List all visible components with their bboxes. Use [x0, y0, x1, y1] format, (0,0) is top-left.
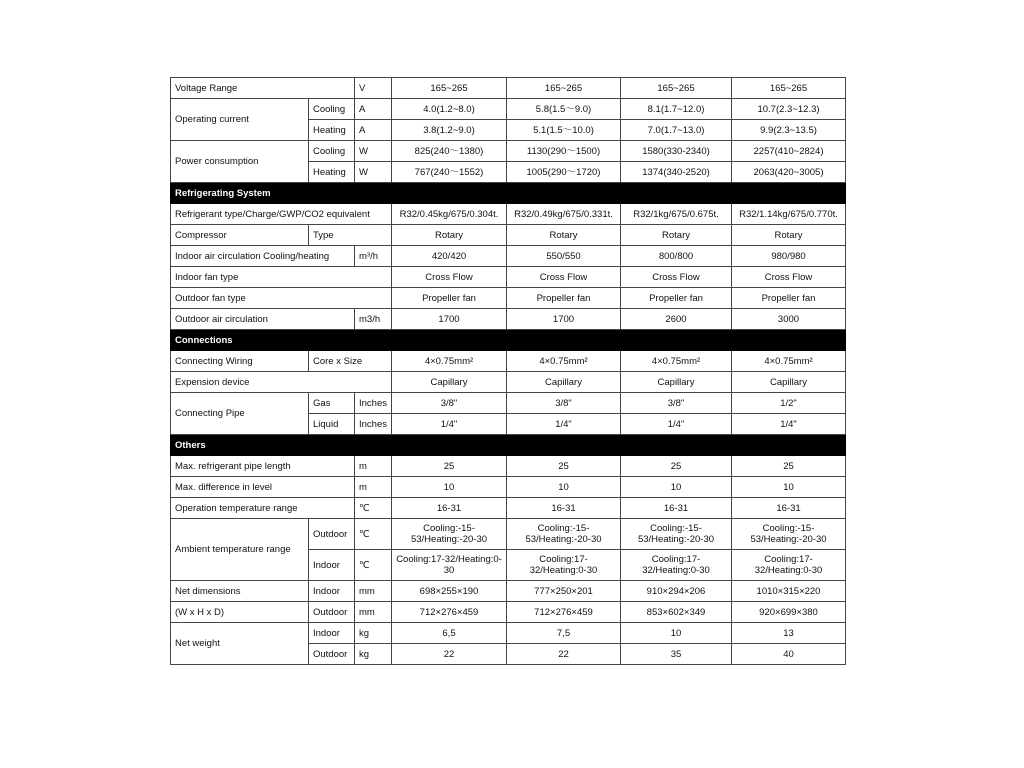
row-label-cell: Indoor fan type	[171, 267, 392, 288]
value-cell: 25	[732, 456, 846, 477]
section-title: Connections	[171, 330, 392, 351]
value-cell: 3/8"	[621, 393, 732, 414]
row-label-cell: Heating	[309, 120, 355, 141]
value-cell: R32/0.45kg/675/0.304t.	[392, 204, 507, 225]
value-cell: Cross Flow	[621, 267, 732, 288]
table-row	[171, 581, 846, 602]
row-label-cell: Operation temperature range	[171, 498, 355, 519]
table-row	[171, 267, 846, 288]
value-cell: 910×294×206	[621, 581, 732, 602]
value-cell: 5.1(1.5～10.0)	[507, 120, 621, 141]
row-label-cell: Operating current	[171, 99, 309, 141]
table-row	[171, 456, 846, 477]
value-cell: 8.1(1.7~12.0)	[621, 99, 732, 120]
row-label-cell: Expension device	[171, 372, 392, 393]
value-cell: 4.0(1.2~8.0)	[392, 99, 507, 120]
value-cell: 9.9(2.3~13.5)	[732, 120, 846, 141]
value-cell: 16-31	[732, 498, 846, 519]
row-label-cell: Voltage Range	[171, 78, 355, 99]
value-cell: Cooling:17-32/Heating:0-30	[392, 550, 507, 581]
value-cell: 10	[392, 477, 507, 498]
table-row	[171, 393, 846, 414]
section-title: Others	[171, 435, 392, 456]
section-fill-cell	[392, 183, 507, 204]
row-label-cell: Indoor air circulation Cooling/heating	[171, 246, 355, 267]
value-cell: Propeller fan	[392, 288, 507, 309]
value-cell: 4×0.75mm²	[732, 351, 846, 372]
value-cell: 1580(330-2340)	[621, 141, 732, 162]
section-fill-cell	[621, 330, 732, 351]
table-row	[171, 141, 846, 162]
value-cell: 920×699×380	[732, 602, 846, 623]
row-label-cell: Outdoor fan type	[171, 288, 392, 309]
value-cell: 25	[621, 456, 732, 477]
value-cell: 1/2"	[732, 393, 846, 414]
value-cell: 10	[621, 623, 732, 644]
section-fill-cell	[621, 183, 732, 204]
row-label-cell: ℃	[355, 498, 392, 519]
value-cell: Cross Flow	[392, 267, 507, 288]
value-cell: 698×255×190	[392, 581, 507, 602]
section-header-row	[171, 183, 846, 204]
section-header-row	[171, 435, 846, 456]
value-cell: 25	[507, 456, 621, 477]
row-label-cell: Indoor	[309, 581, 355, 602]
row-label-cell: A	[355, 120, 392, 141]
value-cell: 767(240～1552)	[392, 162, 507, 183]
row-label-cell: kg	[355, 644, 392, 665]
value-cell: R32/1.14kg/675/0.770t.	[732, 204, 846, 225]
value-cell: 16-31	[392, 498, 507, 519]
table-row	[171, 623, 846, 644]
row-label-cell: Max. refrigerant pipe length	[171, 456, 355, 477]
row-label-cell: Inches	[355, 414, 392, 435]
table-row	[171, 99, 846, 120]
spec-table-body	[171, 78, 846, 665]
row-label-cell: Cooling	[309, 141, 355, 162]
row-label-cell: Heating	[309, 162, 355, 183]
value-cell: 3.8(1.2~9.0)	[392, 120, 507, 141]
value-cell: 35	[621, 644, 732, 665]
row-label-cell: ℃	[355, 550, 392, 581]
row-label-cell: Inches	[355, 393, 392, 414]
table-row	[171, 288, 846, 309]
value-cell: 165~265	[507, 78, 621, 99]
row-label-cell: Refrigerant type/Charge/GWP/CO2 equivalent	[171, 204, 392, 225]
value-cell: 1374(340-2520)	[621, 162, 732, 183]
value-cell: 1/4"	[507, 414, 621, 435]
value-cell: 10	[507, 477, 621, 498]
row-label-cell: mm	[355, 581, 392, 602]
section-fill-cell	[732, 183, 846, 204]
value-cell: 980/980	[732, 246, 846, 267]
row-label-cell: Indoor	[309, 550, 355, 581]
row-label-cell: W	[355, 162, 392, 183]
value-cell: Propeller fan	[507, 288, 621, 309]
value-cell: 165~265	[392, 78, 507, 99]
table-row	[171, 225, 846, 246]
value-cell: 420/420	[392, 246, 507, 267]
row-label-cell: V	[355, 78, 392, 99]
row-label-cell: W	[355, 141, 392, 162]
row-label-cell: Power consumption	[171, 141, 309, 183]
value-cell: 4×0.75mm²	[392, 351, 507, 372]
row-label-cell: Outdoor	[309, 519, 355, 550]
value-cell: 2600	[621, 309, 732, 330]
table-row	[171, 519, 846, 550]
value-cell: 3/8"	[392, 393, 507, 414]
value-cell: 777×250×201	[507, 581, 621, 602]
section-fill-cell	[507, 183, 621, 204]
value-cell: 5.8(1.5～9.0)	[507, 99, 621, 120]
value-cell: 4×0.75mm²	[507, 351, 621, 372]
row-label-cell: Type	[309, 225, 392, 246]
table-row	[171, 351, 846, 372]
row-label-cell: Outdoor air circulation	[171, 309, 355, 330]
row-label-cell: m3/h	[355, 309, 392, 330]
value-cell: Propeller fan	[732, 288, 846, 309]
row-label-cell: kg	[355, 623, 392, 644]
value-cell: 825(240～1380)	[392, 141, 507, 162]
value-cell: Cross Flow	[507, 267, 621, 288]
value-cell: 2257(410~2824)	[732, 141, 846, 162]
row-label-cell: m	[355, 477, 392, 498]
value-cell: 25	[392, 456, 507, 477]
value-cell: R32/1kg/675/0.675t.	[621, 204, 732, 225]
value-cell: Cooling:17-32/Heating:0-30	[621, 550, 732, 581]
table-row	[171, 204, 846, 225]
value-cell: Cooling:17-32/Heating:0-30	[507, 550, 621, 581]
row-label-cell: Ambient temperature range	[171, 519, 309, 581]
value-cell: 165~265	[621, 78, 732, 99]
value-cell: 712×276×459	[507, 602, 621, 623]
row-label-cell: Net weight	[171, 623, 309, 665]
value-cell: 7,5	[507, 623, 621, 644]
section-fill-cell	[732, 435, 846, 456]
table-row	[171, 477, 846, 498]
row-label-cell: Indoor	[309, 623, 355, 644]
value-cell: 1700	[507, 309, 621, 330]
value-cell: Capillary	[392, 372, 507, 393]
table-row	[171, 309, 846, 330]
value-cell: 550/550	[507, 246, 621, 267]
value-cell: 16-31	[621, 498, 732, 519]
row-label-cell: (W x H x D)	[171, 602, 309, 623]
row-label-cell: Outdoor	[309, 644, 355, 665]
value-cell: Rotary	[392, 225, 507, 246]
table-row	[171, 372, 846, 393]
table-row	[171, 78, 846, 99]
value-cell: 3/8"	[507, 393, 621, 414]
section-fill-cell	[392, 330, 507, 351]
table-row	[171, 498, 846, 519]
row-label-cell: Liquid	[309, 414, 355, 435]
value-cell: Cooling:-15-53/Heating:-20-30	[392, 519, 507, 550]
value-cell: Capillary	[507, 372, 621, 393]
value-cell: 16-31	[507, 498, 621, 519]
section-fill-cell	[392, 435, 507, 456]
value-cell: 853×602×349	[621, 602, 732, 623]
row-label-cell: Outdoor	[309, 602, 355, 623]
value-cell: Rotary	[507, 225, 621, 246]
row-label-cell: A	[355, 99, 392, 120]
value-cell: 10	[732, 477, 846, 498]
section-fill-cell	[732, 330, 846, 351]
table-row	[171, 602, 846, 623]
value-cell: 13	[732, 623, 846, 644]
value-cell: 6,5	[392, 623, 507, 644]
value-cell: 1/4"	[732, 414, 846, 435]
row-label-cell: m	[355, 456, 392, 477]
row-label-cell: Cooling	[309, 99, 355, 120]
row-label-cell: Max. difference in level	[171, 477, 355, 498]
row-label-cell: Net dimensions	[171, 581, 309, 602]
value-cell: Cross Flow	[732, 267, 846, 288]
row-label-cell: Connecting Wiring	[171, 351, 309, 372]
value-cell: 4×0.75mm²	[621, 351, 732, 372]
section-title: Refrigerating System	[171, 183, 392, 204]
value-cell: 22	[507, 644, 621, 665]
section-header-row	[171, 330, 846, 351]
row-label-cell: ℃	[355, 519, 392, 550]
row-label-cell: Compressor	[171, 225, 309, 246]
value-cell: 1010×315×220	[732, 581, 846, 602]
row-label-cell: Core x Size	[309, 351, 392, 372]
value-cell: 3000	[732, 309, 846, 330]
table-row	[171, 246, 846, 267]
value-cell: Cooling:-15-53/Heating:-20-30	[507, 519, 621, 550]
section-fill-cell	[507, 435, 621, 456]
value-cell: Cooling:-15-53/Heating:-20-30	[621, 519, 732, 550]
value-cell: Cooling:-15-53/Heating:-20-30	[732, 519, 846, 550]
value-cell: 7.0(1.7~13.0)	[621, 120, 732, 141]
value-cell: Rotary	[621, 225, 732, 246]
value-cell: 22	[392, 644, 507, 665]
value-cell: 2063(420~3005)	[732, 162, 846, 183]
value-cell: 10.7(2.3~12.3)	[732, 99, 846, 120]
value-cell: 800/800	[621, 246, 732, 267]
value-cell: 165~265	[732, 78, 846, 99]
value-cell: Propeller fan	[621, 288, 732, 309]
row-label-cell: mm	[355, 602, 392, 623]
value-cell: 1700	[392, 309, 507, 330]
row-label-cell: m³/h	[355, 246, 392, 267]
value-cell: 1/4"	[621, 414, 732, 435]
value-cell: Cooling:17-32/Heating:0-30	[732, 550, 846, 581]
value-cell: 10	[621, 477, 732, 498]
value-cell: R32/0.49kg/675/0.331t.	[507, 204, 621, 225]
value-cell: 1/4"	[392, 414, 507, 435]
value-cell: 712×276×459	[392, 602, 507, 623]
value-cell: Capillary	[732, 372, 846, 393]
section-fill-cell	[621, 435, 732, 456]
value-cell: Rotary	[732, 225, 846, 246]
spec-table	[170, 77, 846, 665]
value-cell: Capillary	[621, 372, 732, 393]
section-fill-cell	[507, 330, 621, 351]
row-label-cell: Connecting Pipe	[171, 393, 309, 435]
value-cell: 1005(290～1720)	[507, 162, 621, 183]
row-label-cell: Gas	[309, 393, 355, 414]
value-cell: 40	[732, 644, 846, 665]
value-cell: 1130(290～1500)	[507, 141, 621, 162]
